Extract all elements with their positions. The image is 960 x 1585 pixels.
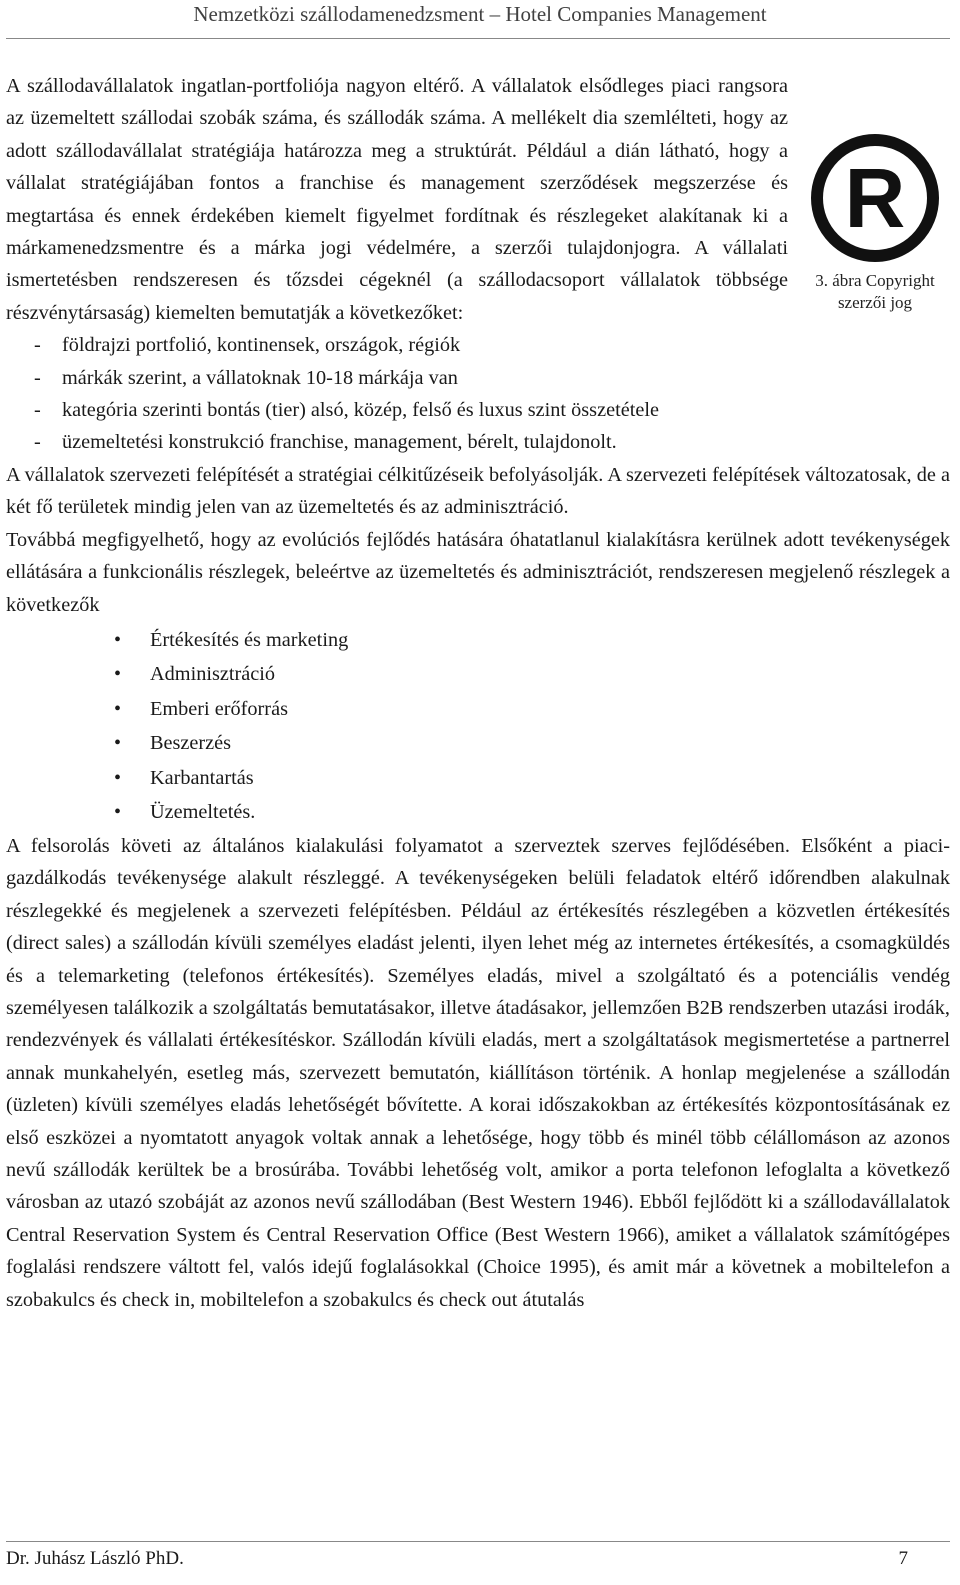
paragraph-departments: Továbbá megfigyelhető, hogy az evolúciós fejlődés hatására óhatatlanul kialakításra kerülnek adott tevékenységek ellátására a funkcionális részlegek, beleértve az üzemeltetés és adminisztrációt, rendszeresen megjelenő részlegek a következők	[6, 528, 950, 616]
list-item: • Adminisztráció	[114, 657, 950, 692]
list-item: - földrajzi portfolió, kontinensek, országok, régiók	[34, 329, 950, 361]
footer-divider	[6, 1541, 950, 1542]
portfolio-list	[6, 329, 950, 459]
list-item: • Emberi erőforrás	[114, 692, 950, 727]
list-item: • Üzemeltetés.	[114, 795, 950, 830]
figure-registered	[800, 130, 950, 314]
list-item: - kategória szerinti bontás (tier) alsó, közép, felső és luxus szint összetétele	[34, 394, 950, 426]
registered-trademark-icon	[807, 130, 943, 266]
intro-paragraph: A szállodavállalatok ingatlan-portfoliója nagyon eltérő. A vállalatok elsődleges piaci rangsora az üzemeltett szállodai szobák száma, és szállodák száma. A mellékelt dia szemlélteti, hogy az adott szállodavállalat stratégiája határozza meg a struktúrát. Például a dián látható, hogy a vállalat stratégiájában fontos a franchise és management szerződések megszerzése és megtartása és ennek érdekében kiemelt figyelmet fordítnak és részlegeket alakítanak ki a márkamenedzsmentre és a márka jogi védelmére, a szerzői tulajdonjogra. A vállalati ismertetésben rendszeresen és tőzsdei cégeknél (a szállodacsoport vállalatok többsége részvénytársaság) kiemelten bemutatják a következőket:	[6, 75, 788, 324]
list-item: • Értékesítés és marketing	[114, 623, 950, 658]
list-item: - márkák szerint, a vállatoknak 10-18 márkája van	[34, 362, 950, 394]
header-divider	[6, 38, 950, 39]
paragraph-structure: A vállalatok szervezeti felépítését a stratégiai célkitűzéseik befolyásolják. A szervezeti felépítések változatosak, de a két fő területek mindig jelen van az üzemeltetés és az adminisztráció.	[6, 463, 950, 519]
list-item: • Beszerzés	[114, 726, 950, 761]
list-item: • Karbantartás	[114, 761, 950, 796]
registered-symbol: R	[844, 151, 906, 245]
footer-author: Dr. Juhász László PhD.	[6, 1548, 184, 1569]
departments-list	[6, 623, 950, 830]
figure-caption: 3. ábra Copyright szerzői jog	[815, 271, 935, 312]
page-body	[6, 70, 950, 1316]
page-number: 7	[898, 1548, 908, 1569]
list-item: - üzemeltetési konstrukció franchise, management, bérelt, tulajdonolt.	[34, 426, 950, 458]
paragraph-sales: A felsorolás követi az általános kialakulási folyamatot a szerveztek szerves fejlődésében. Elsőként a piaci-gazdálkodás tevékenysége alakult részleggé. A tevékenységeken belüli feladatok eltérő időrendben alakulnak részlegekké és megjelenek a szervezeti felépítésben. Például az értékesítés részlegében a közvetlen értékesítés (direct sales) a szállodán kívüli személyes eladást jelenti, ilyen lehet még az internetes értékesítés, a csomagküldés és a telemarketing (telefonos értékesítés). Személyes eladás, mivel a szolgáltató és a potenciális vendég személyesen találkozik a szolgáltatás bemutatásakor, illetve átadásakor, jellemzően B2B rendszerben utazási irodák, rendezvények és vállalati értékesítéskor. Szállodán kívüli eladás, mert a szolgáltatások megismertetése a partnerrel annak munkahelyén, esetleg más, szervezett bemutatón, kiállításon történik. A honlap megjelenése a szállodán (üzleten) kívüli személyes eladás lehetőségét bővítette. A korai időszakokban az értékesítés központosításának ez első eszközei a nyomtatott anyagok voltak annak a lehetősége, hogy több és minél több célállomáson az azonos nevű szállodák kerültek be a brosúrába. További lehetőség volt, amikor a porta telefonon lefoglalta a következő városban az utazó szobáját az azonos nevű szállodában (Best Western 1946). Ebből fejlődött ki a szállodavállalatok Central Reservation System és Central Reservation Office (Best Western 1966), amiket a vállalatok számítógépes foglalási rendszere váltott fel, valós idejű foglalásokkal (Choice 1995), és amit már a követnek a mobiltelefon a szobakulcs és check in, mobiltelefon a szobakulcs és check out átutalás	[6, 834, 950, 1311]
page-header: Nemzetközi szállodamenedzsment – Hotel Companies Management	[193, 2, 767, 26]
